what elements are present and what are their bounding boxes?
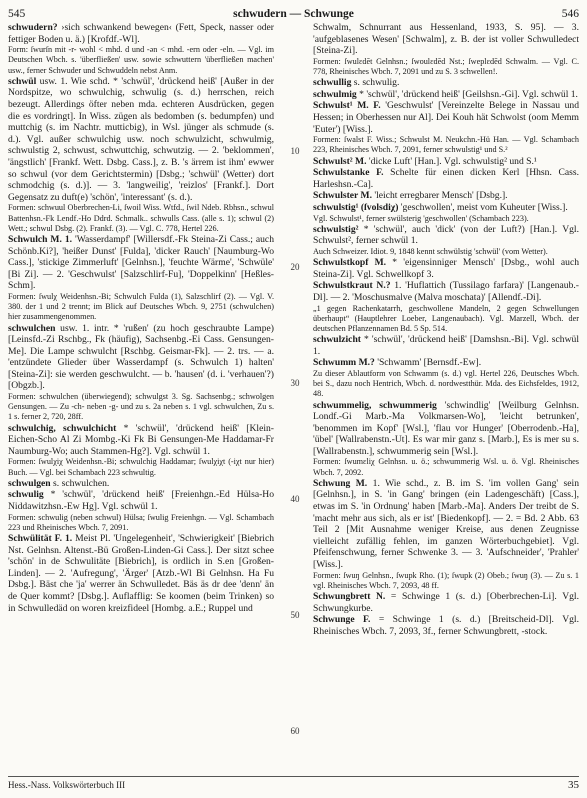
entry-note <box>8 457 274 477</box>
dictionary-entry <box>313 280 579 303</box>
dictionary-entry <box>313 156 579 168</box>
entry-note <box>313 304 579 335</box>
dictionary-entry <box>313 400 579 458</box>
dictionary-entry <box>313 334 579 357</box>
entry-headword: schwulchen <box>8 322 56 334</box>
dictionary-entry <box>8 323 274 393</box>
entry-text: 'leicht erregbarer Mensch' [Dsbg.]. <box>371 190 508 202</box>
entry-text: Formen: ſwulχ Weidenhsn.-Bi; Schwulch Fulda (1), Salzschlirf (2). — Vgl. V. 380. der 1 und 2 trennt; im Blick auf Deutsches Wbch. 9, 2751 (schwulchen) hier zusammengenommen. <box>8 291 274 322</box>
entry-headword: Schwung M. <box>313 477 368 489</box>
entry-headword: schwulchig, schwulchicht <box>8 422 117 434</box>
entry-note <box>8 203 274 234</box>
entry-headword: schwulmig <box>313 88 357 100</box>
dictionary-entry <box>313 357 579 369</box>
left-column <box>8 22 274 766</box>
dictionary-entry <box>313 77 579 89</box>
entry-text: * 'schwül', 'drückend heiß' [Freienhgn.-Ed Hülsa-Ho Niddawitzhsn.-Ew Hg]. Vgl. schwül 1. <box>8 489 274 513</box>
line-number: 60 <box>290 726 300 736</box>
entry-headword: Schwulstanke F. <box>313 167 384 179</box>
entry-text: = Schwinge 1 (s. d.) [Breitscheid-Dl]. Vgl. Rheinisches Wbch. 7, 2093, 3f., ferner Schwungbrett, -stock. <box>313 614 579 637</box>
dictionary-entry <box>313 224 579 247</box>
entry-text: * 'schwül', 'drückend heiß' [Damshsn.-Bi]. Vgl. schwül 1. <box>313 334 579 357</box>
entry-text: Form: ſwurſn mit -r- wohl < mhd. d und -ən < mhd. -ern oder -eln. — Vgl. im Deutschen Wbch. s. 'überfließen' usw. sowie schwuttern 'überfließen machen' usw., ferner Schwuder und Schwuddeln nebst Anm. <box>8 45 274 75</box>
footer-book-title: Hess.-Nass. Volkswörterbuch III <box>8 780 126 790</box>
entry-note <box>8 45 274 76</box>
entry-note <box>313 369 579 400</box>
entry-headword: schwulig <box>8 489 44 501</box>
dictionary-entry <box>313 22 579 57</box>
entry-headword: Schwulstkopf M. <box>313 257 387 269</box>
right-column <box>313 22 579 766</box>
entry-text: 1. 'Huflattich (Tussilago farfara)' [Langenaub.-Dl]. — 2. 'Moschusmalve (Malva moschata)' [Allendf.-Di]. <box>313 280 579 303</box>
entry-text: * 'schwül', 'drückend heiß' [Klein-Eichen-Scho Al Zi Mombg.-Ki Fk Bi Gensungen-Me Haddamar-Fr Naumburg-Wo; auch Stammen-Hg?]. Vgl. schwül 1. <box>8 422 274 457</box>
entry-text: Formen: ſwuŋ Gelnhsn., ſwupk Rho. (1); ſwupk (2) Obeb.; ſwuŋ (3). — Zu s. 1 vgl. Rheinisches Wbch. 7, 2093, 48 ff. <box>313 570 579 590</box>
dictionary-entry <box>313 89 579 101</box>
dictionary-entry <box>313 190 579 202</box>
line-number: 30 <box>290 378 300 388</box>
entry-text: 'Geschwulst' [Vereinzelte Belege in Nassau und Hessen; in Oberhessen nur Al]. Dei Kouh hät Schwolst (oom Memm 'Euter') [Wiss.]. <box>313 100 579 135</box>
entry-headword: Schwulch M. 1. <box>8 233 73 245</box>
page-footer <box>8 776 579 793</box>
entry-note <box>8 513 274 533</box>
entry-text: 'Wasserdampf' [Willersdf.-Fk Steina-Zi Cass.; auch Schönb.Ki?], 'heißer Dunst' [Fulda], 'dicker Rauch' [Naumburg-Wo Cass.], 'stickige Zimmerluft' [Gelnhsn.], 'feuchte Wärme', 'Schwüle' [Bi Zi]. — 2. 'Geschwulst' [Salzschlirf-Fu], 'Doppelkinn' [Heßles-Schm]. <box>8 233 274 292</box>
entry-text: Formen: ſwulεdēt Gelnhsn.; ſwoulεdēd Nst.; ſweplεdēd Schwalm. — Vgl. C. 778, Rheinisches Wbch. 7, 2091 und zu S. 3 schwellen!. <box>313 56 579 76</box>
entry-note <box>8 292 274 323</box>
line-number: 50 <box>290 610 300 620</box>
entry-text: Formen: schwuul Oberbrechen-Li, ſwoil Wiss. Wtfd., ſwil Ndeb. Rbhsn., schwul Battenhsn.-Fk Lendf.-Ho Ddrd. Schmalk.. schwulls Cass. (alle s. 1); schwul (2) Wett.; schwul Dsbg. (2). Frankf. (3). — Vgl. C. 778, Hertel 226. <box>8 203 274 233</box>
dictionary-entry <box>8 22 274 45</box>
entry-headword: Schwulst² M. <box>313 155 367 167</box>
entry-text: Formen: ſwulχiχ Weidenhsn.-Bi; schwulchig Haddamar; ſwulχiχt (-iχt nur hier) Buch. — Vgl. bei Schambach 223 schwultig. <box>8 457 274 477</box>
entry-headword: schwullig <box>313 77 352 89</box>
dictionary-entry <box>313 202 579 214</box>
entry-note <box>313 457 579 477</box>
dictionary-entry <box>8 76 274 204</box>
dictionary-entry <box>313 478 579 571</box>
entry-headword: schwül <box>8 75 37 87</box>
page-number-right: 546 <box>561 8 579 20</box>
dictionary-entry <box>313 100 579 135</box>
entry-text: 'geschwollen', meist vom Kuheuter [Wiss.]. <box>398 201 568 213</box>
entry-headword: schwulzicht <box>313 334 361 346</box>
dictionary-entry <box>8 234 274 292</box>
entry-text: Formen: schwulchen (überwiegend); schwulgst 3. Sg. Sachsenbg.; schwolgen Gensungen. — Zu -ch- neben -g- und zu s. 2a neben s. 1 vgl. schwulchen, Zu s. 1 s. ferner 2, 720, 28ff. <box>8 392 274 422</box>
entry-headword: schwummelig, schwummerig <box>313 399 437 411</box>
line-number: 10 <box>290 146 300 156</box>
entry-text: Schelte für einen dicken Kerl [Hhsn. Cass. Harleshsn.-Ca]. <box>313 167 579 190</box>
footer-page-number: 35 <box>568 779 579 791</box>
entry-note <box>313 571 579 591</box>
entry-text: Auch Schweizer. Idiot. 9, 1848 kennt schwülstig 'schwül' (vom Wetter). <box>313 246 548 256</box>
entry-headword: schwudern? <box>8 22 58 33</box>
entry-text: 'Schwamm' [Bernsdf.-Ew]. <box>374 357 482 369</box>
entry-text: ›sich schwankend bewegen‹ (Fett, Speck, nasser oder fettiger Boden u. ä.) [Krofdf.-Wl]. <box>8 22 274 45</box>
entry-headword: schwulstig¹ (ſvolsdiχ) <box>313 201 399 213</box>
page-number-left: 545 <box>8 8 26 20</box>
entry-text: * 'schwül', auch 'dick' (von der Luft?) [Han.]. Vgl. Schwulst², ferner schwül 1. <box>313 223 579 247</box>
dictionary-entry <box>313 614 579 637</box>
entry-text: Formen: schwulig (neben schwul) Hülsa; ſwulig Freienhgn. — Vgl. Schambach 223 und Rheinisches Wbch. 7, 2091. <box>8 512 274 532</box>
entry-text: Vgl. Schwulst¹, ferner swülsterig 'geschwollen' (Schambach 223). <box>313 213 529 223</box>
dictionary-entry <box>8 489 274 512</box>
entry-headword: Schwulstkraut N.? <box>313 280 391 292</box>
entry-headword: schwulstig² <box>313 223 359 235</box>
entry-text: * 'eigensinniger Mensch' [Dsbg., wohl auch Steina-Zi]. Vgl. Schwellkopf 3. <box>313 257 579 280</box>
entry-text: „1 gegen Rachenkatarrh, geschwollene Mandeln, 2 gegen Schwellungen überhaupt“ (Hauptlehrer Loeber, Langenaubach). Vgl. Marzell, Wbch. der deutschen Pflanzennamen Bd. 5 Sp. 514. <box>313 303 579 333</box>
entry-text: usw. 1. intr. * 'rußen' (zu hoch geschraubte Lampe) [Leinsfd.-Zi Rschbg., Fk (häufig), Sachsenbg.-Ei Cass. Gensungen-Me]. Die Lampe schwulcht [Rschbg. Geismar-Fk]. — 2. trs. — a. 'entzündete Glieder über Wasserdampf (s. Schwulch 1) halten' [Steina-Zi]: sie werden geschwulcht. — b. 'hausen' (d. i. 'verhauen'?) [Obgzb.]. <box>8 322 274 392</box>
dictionary-entry <box>8 478 274 490</box>
dictionary-entry <box>313 591 579 614</box>
entry-note <box>313 247 579 257</box>
entry-text: Zu dieser Ablautform von Schwamm (s. d.) vgl. Hertel 226, Deutsches Wbch. bei S., dazu noch Hentrich, Wbch. d. nordwestthür. Mda. des Eichsfeldes, 1912, 48. <box>313 368 579 399</box>
entry-note <box>313 57 579 77</box>
entry-text: * 'schwül', 'drückend heiß' [Geilshsn.-Gi]. Vgl. schwül 1. <box>356 88 578 100</box>
running-title: schwudern — Schwunge <box>233 8 354 20</box>
entry-text: 1. Wie schd., z. B. im S. 'im vollen Gang' sein [Gelnhsn.], in S. 'in Gang' bringen (ein Ladengeschäft) [Cass.], etwas im S. 'in Ordnung' haben [Marb.-Ma]. Anders Der treibt de S. 'macht mehr aus sich, als er ist' [Biedenkopf]. — 2. = Bd. 2 Abb. 63 Teil 2 [Mit Ausnahme weniger Kreise, aus denen Zeugnisse vielleicht zufällig fehlen, im ganzen Wörterbuchgebiet]. Vgl. Pfeifenschwung, ferner Schwenke 3. — 3. 'Aufschneider', 'Prahler' [Wiss.]. <box>313 477 579 571</box>
entry-headword: Schwunge F. <box>313 614 371 626</box>
entry-text: s. schwulchen. <box>50 477 110 489</box>
entry-text: 'dicke Luft' [Han.]. Vgl. schwulstig² und S.¹ <box>366 155 537 167</box>
entry-text: Meist Pl. 'Ungelegenheit', 'Schwierigkeit' [Biebrich Nst. Gelnhsn. Altenst.-Bü Großen-Linden-Gi Cass.]. Der sitzt schee 'schön' in de Schwulitäte [Biebrich], is ordlich in S.en [Großen-Linden]. — 2. 'Aufregung', 'Ärger' [Atzb.-Wl Bi Gelnhsn. Ha Fu Dsbg.]. Bäst che 'ja' werrer än Schwulledet. Bäs äs dr dee 'denn' än de Quer kommt? [Dsbg.]. Auflafflig: Se koomen (beim Trinken) so in Schwulledäd on woren kreizfideel [Hombg. a.E.; Ruppel und <box>8 533 274 614</box>
line-number: 40 <box>290 494 300 504</box>
entry-text: usw. 1. Wie schd. * 'schwül', 'drückend heiß' [Außer in der Nordspitze, wo schwulchig, schwulig (s. d.) herrschen, reich bezeugt. Allerdings öfter neben mda. echteren Ausdrücken, gegen die es vordringt]. In Wiss. zügen als bedomben (s. bedumpfen) und muttchig (s. im Nachtr. mutticbig), in Wsl. jünger als schmude (s. d.). Vgl. außer schwulchig usw. noch schwulzicht, schwulmig, schwulstig 2, schwust, schwuttchig, schwutzig. — 2. 'beklommen', 'ängstlich' [Frankf. Wett. Dsbg. Cass.], z. B. 's ärrem ist ihm' ewwer so schwul (vor dem Gerichtstermin) [Dsbg.; 'schwül' (Wetter) dort schmodchig (s. d.)]. — 3. 'langweilig', 'reizlos' [Frankf.]. Dort Gegensatz zu duft(e) 'schön', 'interessant' (s. d.). <box>8 75 274 203</box>
entry-text: 'schwindlig' [Weilburg Gelnhsn. Londf.-Gi Marb.-Ma Volkmarsen-Wo], 'leicht betrunken', 'benommen im Kopf' [Wsl.], 'flau vor Hunger' [Oberrodenb.-Ha], 'übel' [Wallrabenstn.-Ut]. Es war mir ganz s. [Marb.], Es is mer su s. [Wallrabenstn.], schwummerig sein [Wsl.]. <box>313 399 579 457</box>
entry-text: Schwalm, Schnurrant aus Hessenland, 1933, S. 95]. — 3. 'aufgeblasenes Wesen' [Schwalm], z. B. der ist voller Schwulledect [Steina-Zi]. <box>313 22 579 57</box>
entry-headword: schwulgen <box>8 477 51 489</box>
line-number: 20 <box>290 262 300 272</box>
entry-headword: Schwülität F. 1. <box>8 533 73 545</box>
entry-headword: Schwulster M. <box>313 190 372 202</box>
entry-text: s. schwulig. <box>351 77 400 89</box>
entry-headword: Schwulst¹ M. F. <box>313 100 381 112</box>
dictionary-entry <box>313 257 579 280</box>
entry-note <box>313 135 579 155</box>
entry-headword: Schwumm M.? <box>313 357 375 369</box>
entry-text: Formen: ſwumεliχ Gelnhsn. u. ö.; schwummerig Wsl. u. ö. Vgl. Rheinisches Wbch. 7, 2092. <box>313 457 579 477</box>
entry-headword: Schwungbrett N. <box>313 591 386 603</box>
page-header <box>8 4 579 24</box>
entry-note <box>313 214 579 224</box>
dictionary-entry <box>313 167 579 190</box>
entry-text: = Schwinge 1 (s. d.) [Oberbrechen-Li]. Vgl. Schwungkurbe. <box>313 591 579 614</box>
dictionary-entry <box>8 533 274 614</box>
entry-note <box>8 392 274 423</box>
dictionary-entry <box>8 423 274 458</box>
entry-text: Formen: ſwalst F. Wiss.; Schwulst M. Neukchn.-Hü Han. — Vgl. Schambach 223, Rheinisches Wbch. 7, 2091, ferner schwulstig¹ und S.² <box>313 135 579 155</box>
